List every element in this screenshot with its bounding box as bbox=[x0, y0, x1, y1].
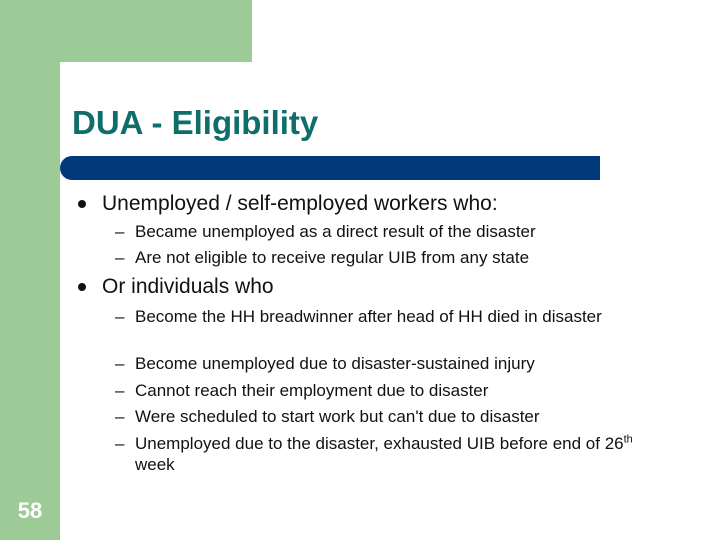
dash-icon: – bbox=[115, 222, 125, 241]
bullet-text: Or individuals who bbox=[102, 275, 274, 298]
sub-bullet-text: Become the HH breadwinner after head of HH died in disaster bbox=[135, 307, 602, 326]
dash-icon: – bbox=[115, 381, 125, 400]
bullet-dot-icon bbox=[78, 283, 86, 291]
dash-icon: – bbox=[115, 434, 125, 453]
slide-number: 58 bbox=[17, 498, 43, 523]
slide-title: DUA - Eligibility bbox=[72, 104, 319, 141]
sub-bullet-text-main: Unemployed due to the disaster, exhausted UIB before end of 26 bbox=[135, 434, 624, 453]
sub-bullet-text bbox=[135, 433, 675, 475]
bullet-dot-icon bbox=[78, 200, 86, 208]
dash-icon: – bbox=[115, 307, 125, 326]
decorative-green-left-strip bbox=[0, 0, 60, 540]
sub-bullet-text: Are not eligible to receive regular UIB from any state bbox=[135, 248, 530, 267]
dash-icon: – bbox=[115, 407, 125, 426]
bullet-text: Unemployed / self-employed workers who: bbox=[102, 192, 498, 215]
title-underline-bar bbox=[60, 156, 600, 180]
sub-bullet-text: Cannot reach their employment due to disaster bbox=[135, 381, 489, 400]
sub-bullet-text: Were scheduled to start work but can't due to disaster bbox=[135, 407, 540, 426]
sub-bullet-text: Become unemployed due to disaster-sustained injury bbox=[135, 354, 535, 373]
dash-icon: – bbox=[115, 354, 125, 373]
ordinal-suffix: th bbox=[623, 433, 633, 446]
dash-icon: – bbox=[115, 248, 125, 267]
sub-bullet-text-tail: week bbox=[135, 455, 175, 474]
sub-bullet-text: Became unemployed as a direct result of the disaster bbox=[135, 222, 536, 241]
